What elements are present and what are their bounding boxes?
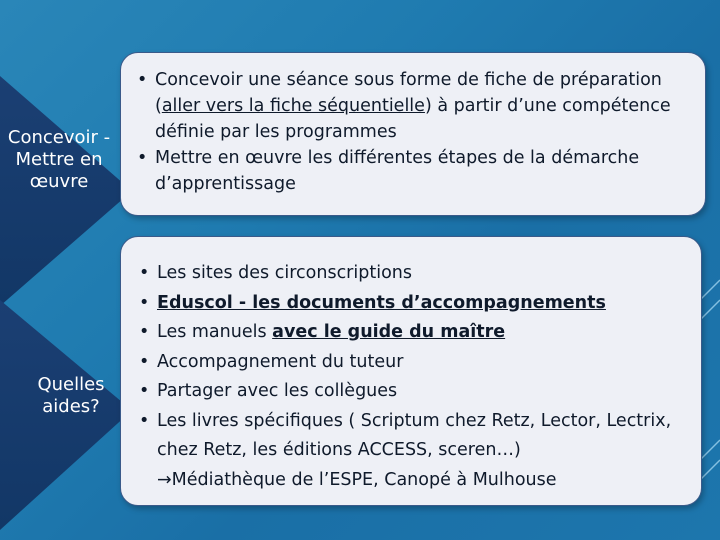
list-item	[133, 67, 703, 145]
link-fiche-sequentielle[interactable]: aller vers la fiche séquentielle	[161, 96, 425, 116]
list-item	[135, 289, 700, 319]
bullet-icon: •	[139, 351, 150, 372]
item-text: Les livres spécifiques ( Scriptum chez Retz, Lector, Lectrix, chez Retz, les éditions ACCESS, sceren…)	[157, 410, 672, 460]
bullet-icon: •	[139, 292, 150, 313]
panel-concevoir	[120, 52, 706, 216]
item-text: Les sites des circonscriptions	[157, 263, 412, 283]
list-item	[135, 259, 700, 289]
list-item	[135, 377, 700, 407]
item-text: ) à partir d’une compétence définie par les programmes	[155, 96, 671, 142]
bullet-icon: •	[137, 70, 148, 90]
item-subtext: Médiathèque de l’ESPE, Canopé à Mulhouse	[171, 469, 557, 490]
bullet-icon: •	[139, 410, 150, 431]
item-text: Partager avec les collègues	[157, 381, 398, 401]
bullet-icon: •	[139, 381, 150, 401]
arrow-right-icon: →	[157, 469, 172, 490]
list-item	[133, 145, 703, 197]
link-guide-du-maitre[interactable]: avec le guide du maître	[272, 322, 506, 342]
list-aides	[135, 259, 700, 495]
link-eduscol[interactable]: Eduscol - les documents d’accompagnements	[157, 292, 606, 313]
item-text: Mettre en œuvre les différentes étapes de la démarche d’apprentissage	[155, 148, 640, 194]
bullet-icon: •	[137, 148, 148, 168]
list-item	[135, 318, 700, 348]
section-label-aides: Quelles aides?	[37, 374, 105, 417]
list-item	[135, 348, 700, 378]
bullet-icon: •	[139, 263, 150, 283]
panel-aides	[120, 236, 702, 506]
item-text: Les manuels	[157, 322, 273, 342]
section-label-concevoir: Concevoir - Mettre en œuvre	[7, 127, 111, 192]
item-text: Accompagnement du tuteur	[157, 351, 404, 372]
bullet-icon: •	[139, 322, 150, 342]
list-item	[135, 407, 700, 496]
item-text: Concevoir une séance sous forme de fiche de préparation (	[155, 70, 662, 116]
list-concevoir	[133, 67, 703, 197]
